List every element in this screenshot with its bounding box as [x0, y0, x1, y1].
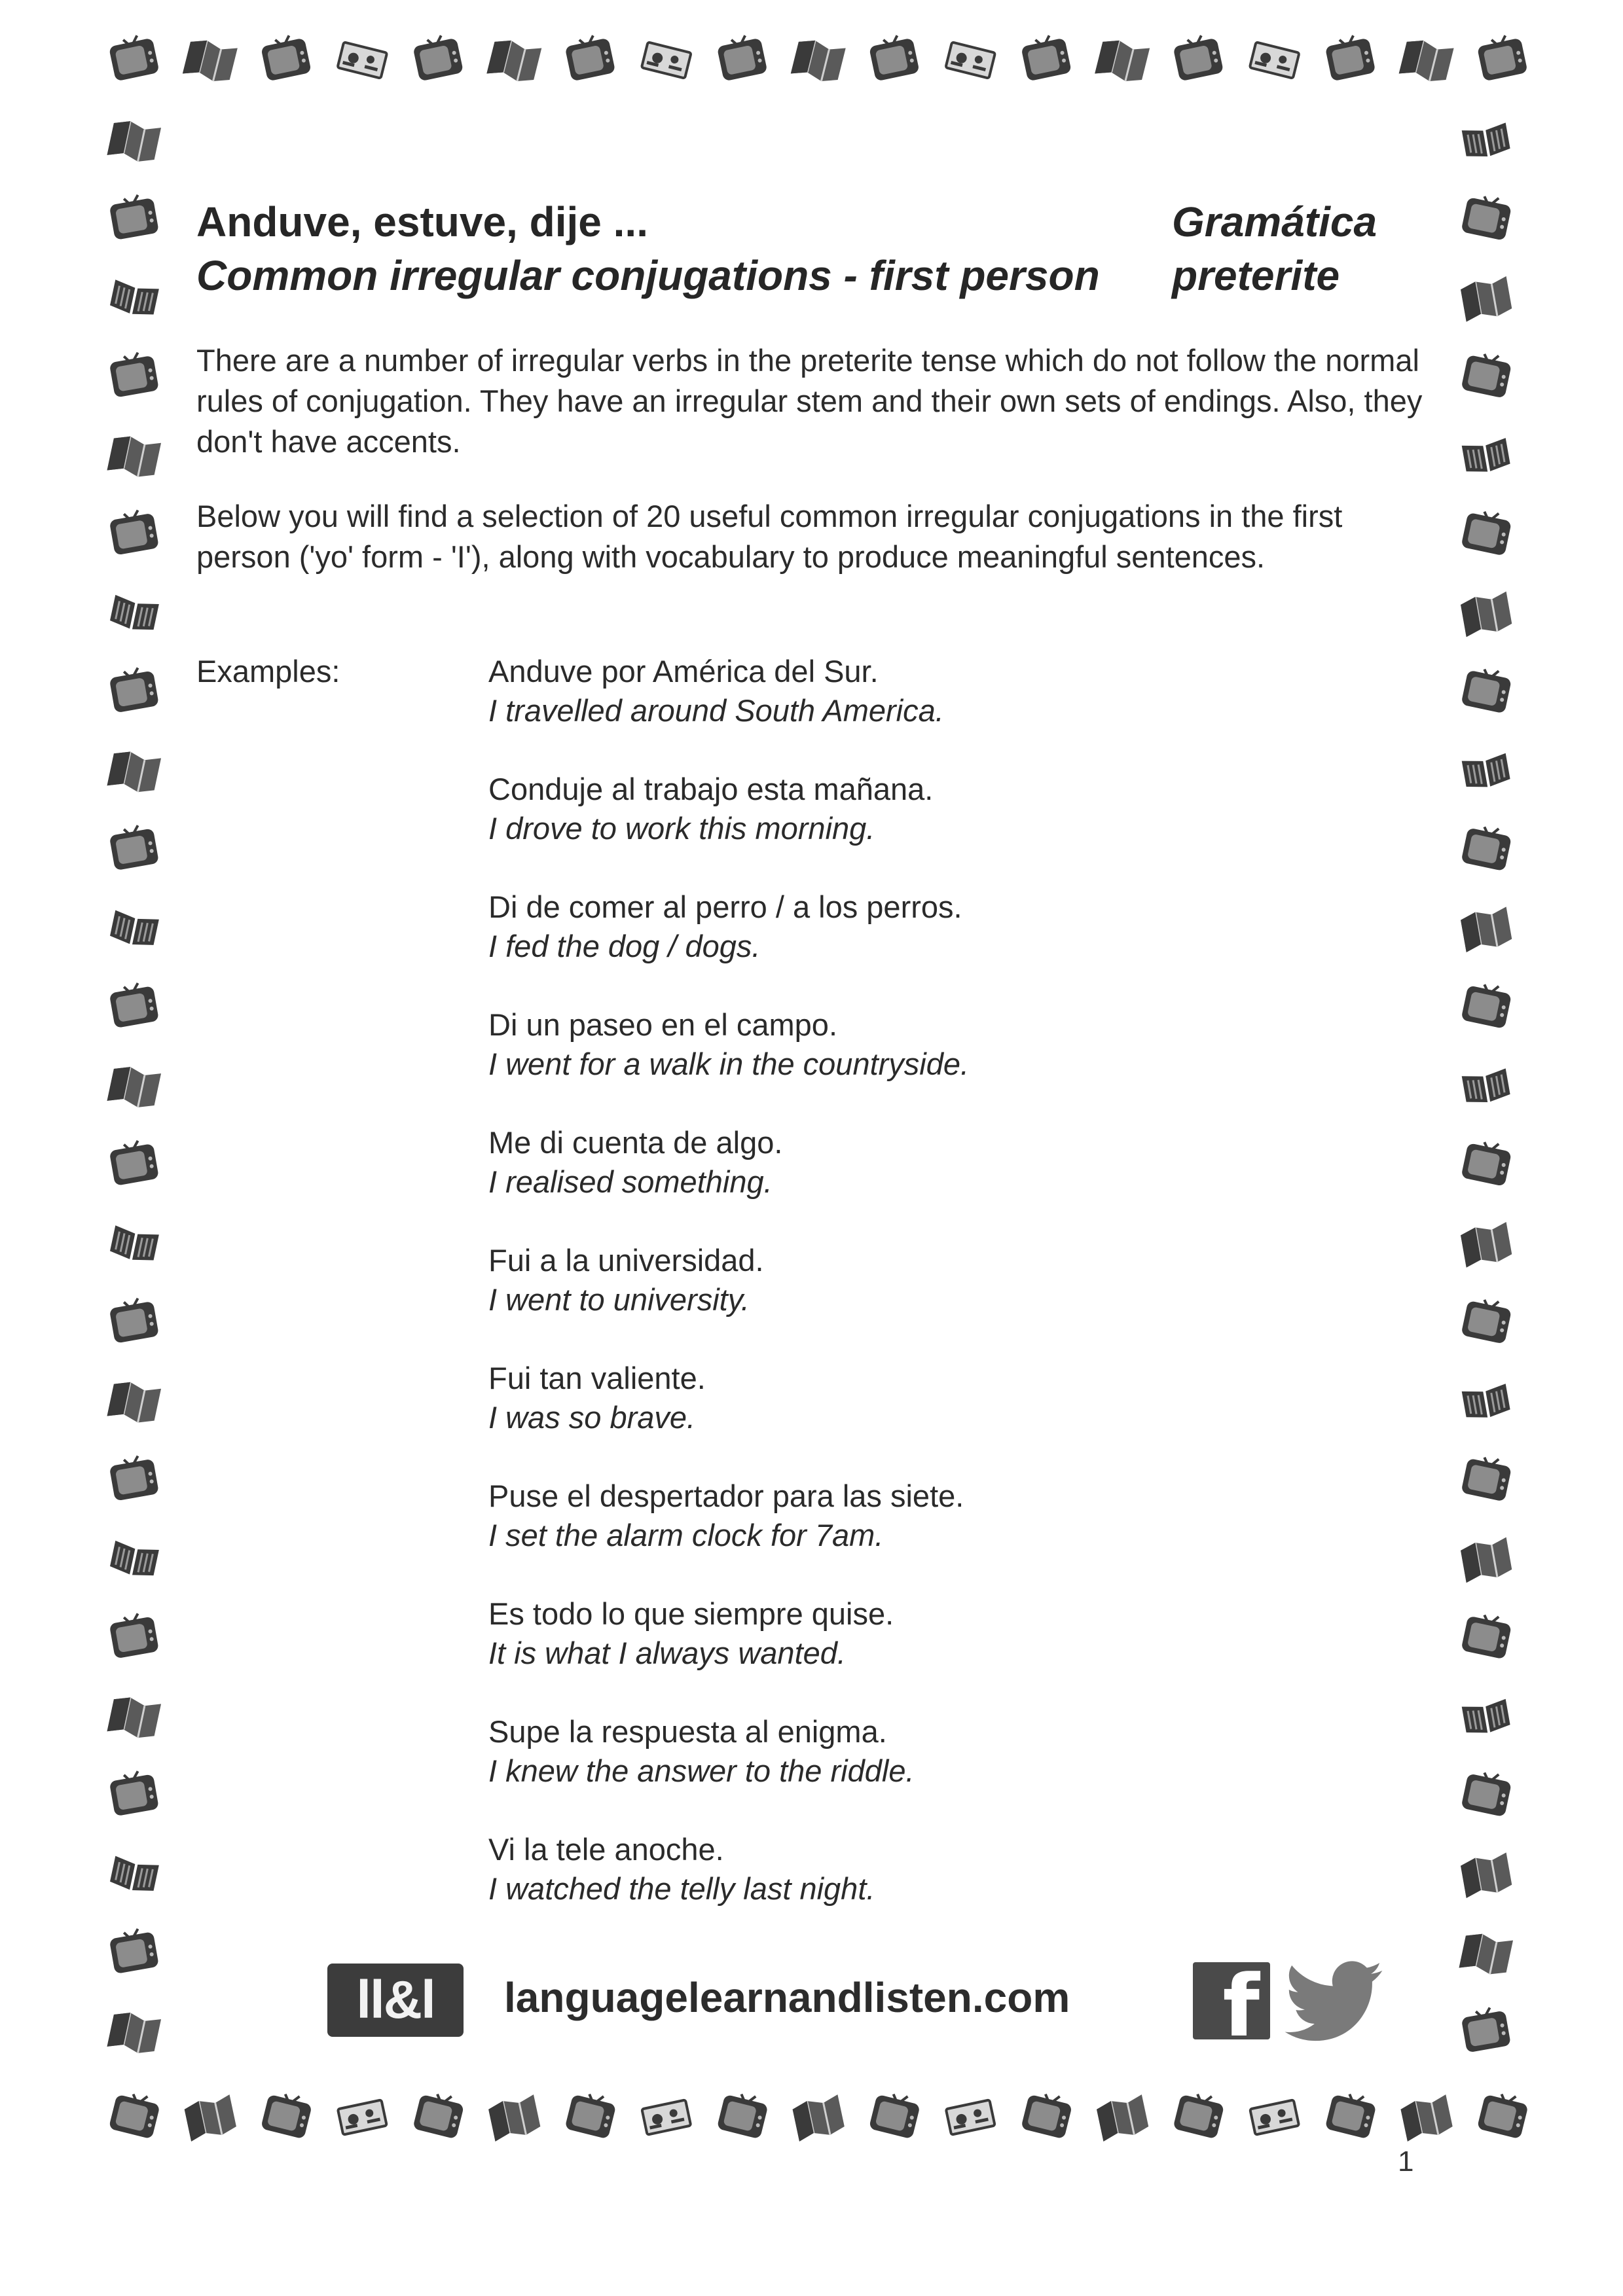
book-icon: [109, 1541, 159, 1579]
tv-icon: [1020, 33, 1072, 82]
map-icon: [792, 2094, 845, 2142]
book-icon: [109, 910, 159, 949]
examples-label: Examples:: [196, 654, 340, 689]
map-icon: [1460, 906, 1513, 952]
tv-icon: [108, 823, 159, 870]
map-icon: [1460, 592, 1513, 637]
tv-icon: [108, 1926, 159, 1974]
tv-icon: [108, 508, 159, 556]
tv-icon: [108, 1454, 159, 1501]
map-icon: [1399, 37, 1454, 85]
example-spanish: Me di cuenta de algo.: [488, 1125, 783, 1160]
book-icon: [109, 279, 159, 318]
tv-icon: [1021, 2089, 1074, 2140]
map-icon: [183, 2094, 237, 2142]
tv-icon: [107, 33, 159, 82]
book-icon: [1462, 438, 1511, 475]
tv-icon: [564, 33, 615, 82]
banknote-icon: [1250, 42, 1300, 78]
tv-icon: [1461, 1453, 1512, 1502]
examples-list: [488, 652, 1405, 1948]
page-title: Anduve, estuve, dije ...: [196, 198, 648, 245]
example-item: [488, 1241, 1405, 1359]
example-english: I travelled around South America.: [488, 693, 944, 728]
tv-icon: [259, 33, 311, 82]
map-icon: [107, 118, 161, 165]
tv-icon: [412, 33, 464, 82]
book-icon: [1462, 1699, 1511, 1736]
map-icon: [107, 433, 161, 480]
example-spanish: Di un paseo en el campo.: [488, 1007, 837, 1042]
tv-icon: [1461, 1295, 1512, 1344]
tv-icon: [716, 33, 767, 82]
map-icon: [1460, 276, 1513, 322]
twitter-icon[interactable]: [1285, 1961, 1383, 2042]
tv-icon: [867, 33, 919, 82]
tv-icon: [108, 980, 159, 1028]
example-item: [488, 1477, 1405, 1594]
example-item: [488, 652, 1405, 770]
map-icon: [107, 2009, 161, 2056]
map-icon: [1460, 1852, 1513, 1898]
map-icon: [1095, 2094, 1149, 2142]
example-english: I drove to work this morning.: [488, 811, 875, 846]
tv-icon: [108, 1611, 159, 1659]
example-english: I knew the answer to the riddle.: [488, 1753, 915, 1788]
example-item: [488, 888, 1405, 1005]
llandl-logo[interactable]: ll&l: [327, 1964, 464, 2037]
banknote-icon: [945, 42, 995, 78]
book-icon: [109, 1856, 159, 1895]
example-spanish: Vi la tele anoche.: [488, 1832, 724, 1867]
tv-icon: [108, 192, 159, 240]
page-number: 1: [1398, 2145, 1414, 2178]
book-icon: [1462, 122, 1511, 160]
tv-icon: [261, 2089, 314, 2140]
tv-icon: [1461, 822, 1512, 871]
map-icon: [107, 748, 161, 795]
tv-icon: [1461, 507, 1512, 556]
example-spanish: Es todo lo que siempre quise.: [488, 1596, 894, 1631]
category-label: Gramática: [1172, 198, 1377, 245]
map-icon: [1400, 2094, 1453, 2142]
book-icon: [1462, 753, 1511, 791]
banknote-icon: [642, 2100, 691, 2134]
tense-label: preterite: [1172, 252, 1340, 299]
tv-icon: [1476, 33, 1527, 82]
tv-icon: [869, 2089, 922, 2140]
tv-icon: [1324, 2089, 1377, 2140]
example-item: [488, 1594, 1405, 1712]
example-spanish: Conduje al trabajo esta mañana.: [488, 772, 934, 806]
tv-icon: [1477, 2089, 1530, 2140]
example-item: [488, 1359, 1405, 1477]
example-english: I fed the dog / dogs.: [488, 929, 761, 963]
tv-icon: [1461, 192, 1512, 241]
banknote-icon: [338, 42, 388, 78]
example-spanish: Fui a la universidad.: [488, 1243, 764, 1278]
tv-icon: [1172, 33, 1224, 82]
tv-icon: [108, 1768, 159, 1816]
book-icon: [109, 595, 159, 634]
category-block: [1172, 195, 1377, 302]
tv-icon: [1461, 350, 1512, 399]
map-icon: [1460, 1537, 1513, 1583]
example-item: [488, 1712, 1405, 1830]
example-english: I realised something.: [488, 1164, 773, 1199]
example-spanish: Supe la respuesta al enigma.: [488, 1714, 887, 1749]
book-icon: [109, 1225, 159, 1264]
map-icon: [1460, 1222, 1513, 1268]
example-english: I watched the telly last night.: [488, 1871, 875, 1906]
facebook-glyph: f: [1222, 1962, 1260, 2039]
tv-icon: [1461, 665, 1512, 714]
example-english: I went for a walk in the countryside.: [488, 1047, 970, 1081]
map-icon: [107, 1379, 161, 1426]
tv-icon: [108, 666, 159, 713]
page-subtitle: Common irregular conjugations - first person: [196, 252, 1100, 299]
website-link[interactable]: languagelearnandlisten.com: [504, 1974, 1070, 2021]
example-english: I set the alarm clock for 7am.: [488, 1518, 884, 1552]
book-icon: [1462, 1068, 1511, 1105]
example-item: [488, 1830, 1405, 1948]
tv-icon: [412, 2089, 465, 2140]
banknote-icon: [642, 42, 691, 78]
tv-icon: [1461, 980, 1512, 1029]
map-icon: [1095, 37, 1150, 85]
map-icon: [486, 37, 541, 85]
tv-icon: [1461, 1768, 1512, 1817]
tv-icon: [108, 1296, 159, 1344]
example-item: [488, 1123, 1405, 1241]
map-icon: [107, 1694, 161, 1741]
example-english: I was so brave.: [488, 1400, 696, 1435]
banknote-icon: [946, 2100, 995, 2134]
example-english: It is what I always wanted.: [488, 1636, 846, 1670]
intro-paragraph-1: There are a number of irregular verbs in the preterite tense which do not follow the normal rules of conjugation. They have an irregular stem and their own sets of endings. Also, they don't have accents.: [196, 343, 1423, 459]
tv-icon: [1461, 1138, 1512, 1187]
banknote-icon: [338, 2100, 387, 2134]
example-english: I went to university.: [488, 1282, 750, 1317]
intro-paragraph-2: Below you will find a selection of 20 useful common irregular conjugations in the first person ('yo' form - 'I'), along with vocabulary to produce meaningful sentences.: [196, 499, 1343, 574]
book-icon: [1462, 1384, 1511, 1421]
example-item: [488, 770, 1405, 888]
map-icon: [791, 37, 846, 85]
tv-icon: [109, 2089, 162, 2140]
tv-icon: [1173, 2089, 1226, 2140]
example-spanish: Anduve por América del Sur.: [488, 654, 879, 689]
map-icon: [183, 37, 238, 85]
facebook-icon[interactable]: [1193, 1962, 1270, 2039]
map-icon: [107, 1064, 161, 1111]
map-icon: [1459, 1931, 1513, 1978]
tv-icon: [1324, 33, 1376, 82]
banknote-icon: [1250, 2100, 1299, 2134]
map-icon: [488, 2094, 541, 2142]
example-spanish: Fui tan valiente.: [488, 1361, 706, 1395]
tv-icon: [1461, 1611, 1512, 1660]
tv-icon: [1460, 2005, 1511, 2053]
tv-icon: [108, 350, 159, 398]
example-item: [488, 1005, 1405, 1123]
example-spanish: Puse el despertador para las siete.: [488, 1479, 964, 1513]
tv-icon: [108, 1138, 159, 1186]
tv-icon: [717, 2089, 770, 2140]
tv-icon: [564, 2089, 617, 2140]
example-spanish: Di de comer al perro / a los perros.: [488, 889, 962, 924]
